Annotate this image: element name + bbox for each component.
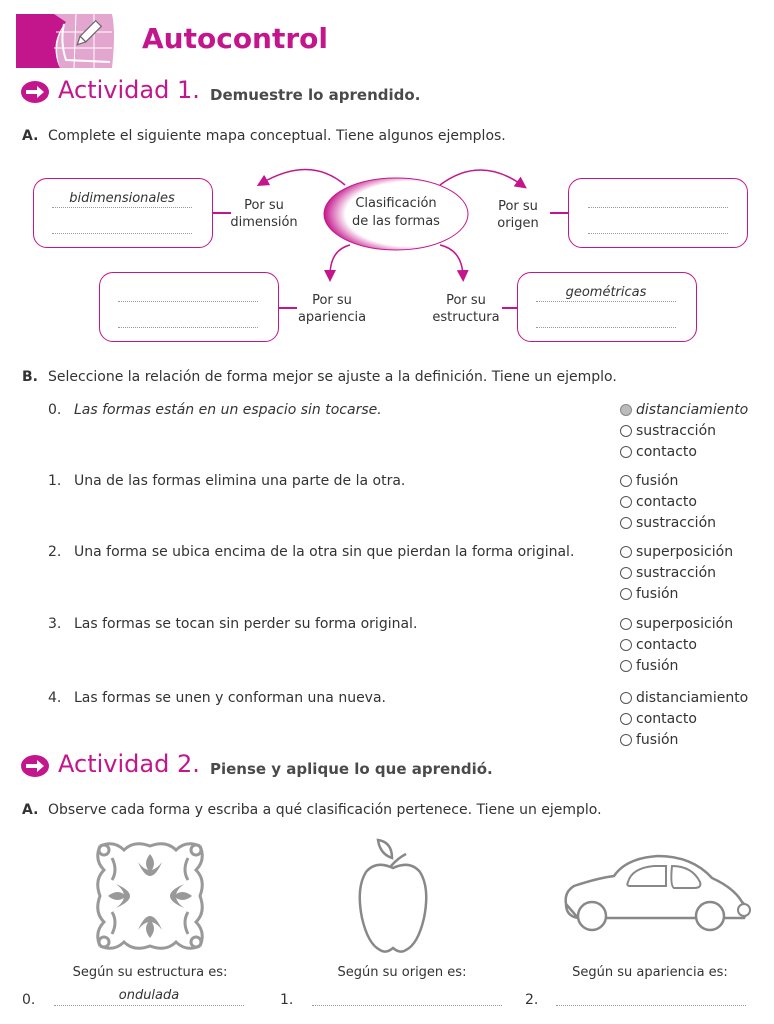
question-text: Una forma se ubica encima de la otra sin que pierdan la forma original. [74, 544, 575, 560]
activity-2-section-a-instruction: Observe cada forma y escriba a qué clasificación pertenece. Tiene un ejemplo. [48, 802, 602, 818]
option-label: contacto [636, 494, 697, 510]
section-b-instruction: Seleccione la relación de forma mejor se ajuste a la definición. Tiene un ejemplo. [48, 369, 617, 385]
caption-appearance: Según su apariencia es: [572, 965, 728, 980]
header-logo [16, 12, 128, 68]
arrow-icon [20, 80, 50, 104]
section-b-letter: B. [22, 369, 38, 385]
branch-label-structure [424, 292, 508, 326]
option-label: contacto [636, 711, 697, 727]
answer-box-origin [568, 178, 748, 248]
item-number-0: 0. [22, 992, 36, 1008]
branch-origin-line1: Por su [498, 199, 538, 214]
option-label: contacto [636, 637, 697, 653]
radio-icon[interactable] [620, 618, 632, 630]
connector-origin [550, 212, 568, 214]
option-radio[interactable] [620, 515, 716, 531]
option-radio[interactable] [620, 565, 716, 581]
option-label: sustracción [636, 565, 717, 581]
answer-line-structure-2[interactable] [536, 327, 676, 328]
radio-icon[interactable] [620, 588, 632, 600]
branch-structure-line1: Por su [446, 293, 486, 308]
option-radio[interactable] [620, 658, 678, 674]
arrow-icon-2 [20, 754, 50, 778]
option-label: superposición [636, 616, 734, 632]
pencil-logo-icon [16, 12, 128, 68]
option-label: sustracción [636, 423, 717, 439]
radio-icon[interactable] [620, 660, 632, 672]
radio-icon[interactable] [620, 734, 632, 746]
radio-icon[interactable] [620, 475, 632, 487]
answer-line-item-0[interactable] [54, 1005, 244, 1006]
activity-2-subtitle: Piense y aplique lo que aprendió. [210, 760, 493, 778]
radio-icon[interactable] [620, 546, 632, 558]
option-label: distanciamiento [636, 690, 749, 706]
branch-structure-line2: estructura [432, 310, 500, 325]
option-label: fusión [636, 586, 679, 602]
question-2 [48, 544, 574, 560]
option-label: sustracción [636, 515, 717, 531]
question-number: 0. [48, 402, 62, 418]
answer-line-item-2[interactable] [556, 1005, 746, 1006]
item-number-2: 2. [525, 992, 539, 1008]
answer-structure-1[interactable]: geométricas [565, 285, 647, 300]
option-radio[interactable] [620, 494, 697, 510]
activity-2-title: Actividad 2. [58, 750, 200, 778]
answer-line-appearance-1[interactable] [118, 301, 258, 302]
answer-line-appearance-2[interactable] [118, 327, 258, 328]
branch-label-appearance [290, 292, 374, 326]
activity-1-subtitle: Demuestre lo aprendido. [210, 86, 421, 104]
option-label: fusión [636, 732, 679, 748]
option-radio[interactable] [620, 637, 697, 653]
question-text: Las formas se unen y conforman una nueva. [74, 690, 386, 706]
radio-icon[interactable] [620, 567, 632, 579]
answer-line-item-1[interactable] [312, 1005, 502, 1006]
caption-origin: Según su origen es: [337, 965, 467, 980]
radio-icon[interactable] [620, 692, 632, 704]
center-label-line1: Clasificación [355, 196, 437, 211]
option-label: fusión [636, 473, 679, 489]
radio-icon[interactable] [620, 425, 632, 437]
activity-1-title: Actividad 1. [58, 76, 200, 104]
question-number: 4. [48, 690, 62, 706]
branch-label-dimension [222, 197, 306, 231]
question-text: Las formas están en un espacio sin tocarse. [74, 402, 382, 418]
option-label: contacto [636, 444, 697, 460]
question-4 [48, 690, 386, 706]
item-number-1: 1. [280, 992, 294, 1008]
branch-label-origin [488, 198, 548, 232]
answer-line-origin-1[interactable] [588, 207, 728, 208]
option-radio[interactable] [620, 586, 678, 602]
connector-structure [502, 307, 518, 309]
radio-icon[interactable] [620, 713, 632, 725]
answer-box-structure [517, 272, 697, 342]
branch-appearance-line1: Por su [312, 293, 352, 308]
option-radio[interactable] [620, 444, 697, 460]
option-label: superposición [636, 544, 734, 560]
question-text: Una de las formas elimina una parte de la otra. [74, 473, 406, 489]
question-number: 3. [48, 616, 62, 632]
answer-line-dimension-1[interactable] [52, 207, 192, 208]
radio-icon[interactable] [620, 517, 632, 529]
radio-icon[interactable] [620, 496, 632, 508]
car-image [562, 852, 752, 932]
question-text: Las formas se tocan sin perder su forma original. [74, 616, 418, 632]
center-node-label [330, 195, 462, 231]
caption-structure: Según su estructura es: [72, 965, 228, 980]
section-a-letter: A. [22, 128, 39, 144]
apple-image [358, 838, 428, 956]
question-0 [48, 402, 382, 418]
answer-line-structure-1[interactable] [536, 301, 676, 302]
section-a-instruction: Complete el siguiente mapa conceptual. Tiene algunos ejemplos. [48, 128, 506, 144]
branch-origin-line2: origen [497, 216, 539, 231]
branch-appearance-line2: apariencia [297, 310, 367, 325]
page-title: Autocontrol [142, 22, 329, 55]
arrow-origin [440, 170, 522, 185]
answer-line-origin-2[interactable] [588, 233, 728, 234]
answer-box-dimension [33, 178, 213, 248]
option-radio[interactable] [620, 690, 748, 706]
arrow-appearance [330, 245, 350, 276]
activity-2-section-a-letter: A. [22, 802, 39, 818]
option-label: fusión [636, 658, 679, 674]
option-radio[interactable] [620, 544, 733, 560]
option-radio[interactable] [620, 711, 697, 727]
arrow-dimension [262, 169, 345, 185]
radio-icon[interactable] [620, 404, 632, 416]
answer-box-appearance [99, 272, 279, 342]
question-1 [48, 473, 405, 489]
radio-icon[interactable] [620, 446, 632, 458]
option-label: distanciamiento [636, 402, 749, 418]
answer-line-dimension-2[interactable] [52, 233, 192, 234]
question-number: 2. [48, 544, 62, 560]
option-radio[interactable] [620, 473, 678, 489]
option-radio[interactable] [620, 732, 678, 748]
branch-dimension-line2: dimensión [230, 215, 298, 230]
option-radio[interactable] [620, 423, 716, 439]
branch-dimension-line1: Por su [244, 198, 284, 213]
center-label-line2: de las formas [352, 214, 440, 229]
answer-item-0[interactable]: ondulada [118, 988, 180, 1003]
question-3 [48, 616, 417, 632]
option-radio[interactable] [620, 616, 733, 632]
ornament-frame-image [94, 840, 206, 952]
radio-icon[interactable] [620, 639, 632, 651]
arrow-structure [440, 245, 463, 276]
question-number: 1. [48, 473, 62, 489]
answer-dimension-1[interactable]: bidimensionales [69, 191, 175, 206]
option-radio[interactable] [620, 402, 748, 418]
